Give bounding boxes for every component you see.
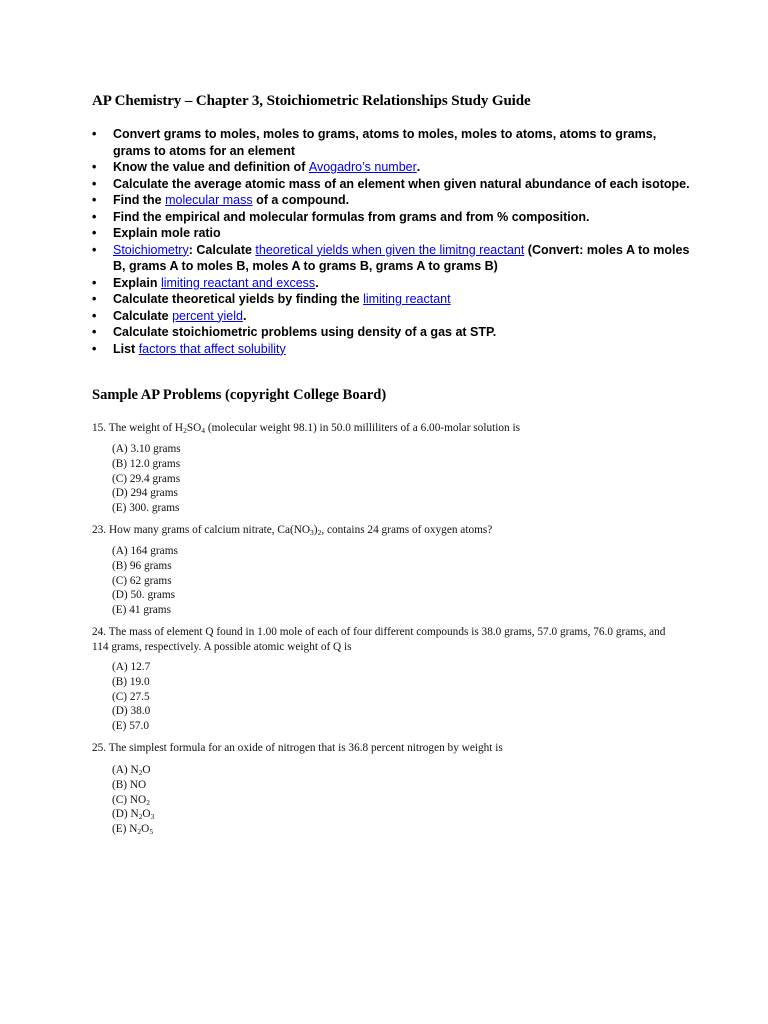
bullet: • bbox=[92, 275, 97, 290]
bullet: • bbox=[92, 292, 97, 306]
bullet: • bbox=[92, 325, 97, 339]
option: (D) 294 grams bbox=[112, 487, 178, 500]
stoichiometry-link[interactable]: Stoichiometry bbox=[113, 242, 189, 257]
option: (B) 96 grams bbox=[112, 559, 172, 572]
list-item bbox=[92, 242, 692, 275]
item-text: Calculate bbox=[113, 308, 173, 323]
item-text: . bbox=[315, 275, 319, 290]
option: (E) 41 grams bbox=[112, 604, 171, 617]
bullet: • bbox=[92, 242, 97, 257]
list-item bbox=[92, 176, 692, 193]
bullet: • bbox=[92, 226, 97, 240]
question-24: 24. The mass of element Q found in 1.00 mole of each of four different compounds is 38.0 grams, 57.0 grams, 76.0 grams, and 114 grams, respectively. A possible atomic weight of Q is bbox=[92, 626, 666, 653]
sample-problems-heading: Sample AP Problems (copyright College Board) bbox=[92, 387, 387, 403]
list-item bbox=[92, 324, 692, 341]
option-text: O bbox=[141, 823, 150, 836]
subscript: 2 bbox=[317, 528, 322, 537]
option bbox=[112, 793, 154, 808]
page-title: AP Chemistry – Chapter 3, Stoichiometric Relationships Study Guide bbox=[92, 93, 531, 109]
limiting-reactant-excess-link[interactable]: limiting reactant and excess bbox=[160, 275, 316, 290]
subscript: 3 bbox=[150, 812, 155, 822]
question-text: ) bbox=[313, 524, 318, 536]
option: (D) 38.0 bbox=[112, 705, 151, 718]
option: (A) 164 grams bbox=[112, 545, 178, 557]
question-text: , contains 24 grams of oxygen atoms? bbox=[321, 524, 493, 536]
list-item bbox=[92, 159, 692, 176]
option: (E) 300. grams bbox=[112, 502, 180, 515]
option-text: O bbox=[142, 764, 151, 776]
list-item bbox=[92, 209, 692, 226]
list-item bbox=[92, 291, 692, 308]
question-15 bbox=[92, 421, 682, 436]
options-24 bbox=[112, 660, 150, 734]
bullet: • bbox=[92, 193, 97, 207]
item-text: Calculate stoichiometric problems using density of a gas at STP. bbox=[113, 325, 497, 339]
theoretical-yields-link[interactable]: theoretical yields when given the limitng reactant bbox=[255, 242, 525, 257]
bullet: • bbox=[92, 341, 97, 356]
item-text: Calculate theoretical yields by finding the bbox=[113, 292, 364, 306]
subscript: 2 bbox=[183, 426, 187, 435]
option: (E) 57.0 bbox=[112, 720, 150, 733]
option: (D) 50. grams bbox=[112, 589, 176, 602]
option: (C) 62 grams bbox=[112, 574, 172, 587]
subscript: 5 bbox=[149, 827, 154, 837]
option-text: (D) N bbox=[112, 808, 139, 821]
option bbox=[112, 822, 154, 837]
item-text: . bbox=[242, 308, 247, 323]
bullet: • bbox=[92, 160, 97, 174]
subscript: 2 bbox=[138, 812, 143, 822]
subscript: 4 bbox=[201, 426, 206, 435]
item-text: Find the empirical and molecular formulas from grams and from % composition. bbox=[113, 209, 590, 224]
bullet: • bbox=[92, 127, 97, 141]
option-text: (A) N bbox=[112, 764, 139, 776]
solubility-factors-link[interactable]: factors that affect solubility bbox=[138, 341, 286, 356]
subscript: 2 bbox=[137, 827, 142, 837]
list-item bbox=[92, 126, 692, 159]
list-item bbox=[92, 341, 692, 358]
options-25 bbox=[112, 763, 154, 837]
question-text: 23. How many grams of calcium nitrate, Ca(NO bbox=[92, 524, 311, 536]
question-text: 15. The weight of H bbox=[92, 422, 184, 434]
item-text: Explain bbox=[113, 275, 161, 290]
option bbox=[112, 763, 154, 778]
question-text: (molecular weight 98.1) in 50.0 milliliters of a 6.00-molar solution is bbox=[205, 422, 521, 434]
options-23 bbox=[112, 544, 178, 618]
item-text: Find the bbox=[113, 193, 166, 207]
option: (B) 19.0 bbox=[112, 675, 150, 688]
study-guide-list bbox=[92, 126, 692, 357]
item-text: of a compound. bbox=[252, 193, 350, 207]
item-text: Explain mole ratio bbox=[113, 226, 221, 240]
option: (C) 29.4 grams bbox=[112, 472, 181, 485]
options-15 bbox=[112, 442, 181, 516]
avogadro-link[interactable]: Avogadro’s number bbox=[308, 160, 417, 174]
bullet: • bbox=[92, 209, 97, 224]
limiting-reactant-link[interactable]: limiting reactant bbox=[363, 292, 451, 306]
list-item bbox=[92, 275, 692, 292]
option: (C) 27.5 bbox=[112, 690, 150, 703]
bullet: • bbox=[92, 308, 97, 323]
option bbox=[112, 807, 154, 822]
option-text: O bbox=[142, 808, 151, 821]
item-text: (Convert: moles A to moles B, grams A to moles B, moles A to grams B, grams A to grams B) bbox=[113, 242, 690, 273]
item-text: Know the value and definition of bbox=[113, 160, 309, 174]
percent-yield-link[interactable]: percent yield bbox=[172, 308, 243, 323]
subscript: 2 bbox=[138, 768, 143, 777]
item-text: : Calculate bbox=[188, 242, 256, 257]
subscript: 2 bbox=[146, 797, 150, 807]
item-text: . bbox=[416, 160, 421, 174]
question-25: 25. The simplest formula for an oxide of nitrogen that is 36.8 percent nitrogen by weight is bbox=[92, 742, 503, 754]
bullet: • bbox=[92, 176, 97, 191]
option: (B) NO bbox=[112, 778, 147, 791]
item-text: List bbox=[113, 341, 139, 356]
option: (B) 12.0 grams bbox=[112, 457, 181, 470]
list-item bbox=[92, 225, 692, 242]
item-text: Calculate the average atomic mass of an element when given natural abundance of each isotope. bbox=[113, 176, 690, 191]
question-text: SO bbox=[186, 422, 202, 434]
option: (A) 12.7 bbox=[112, 661, 151, 673]
molecular-mass-link[interactable]: molecular mass bbox=[165, 193, 253, 207]
subscript: 3 bbox=[310, 528, 314, 537]
option-text: (E) N bbox=[112, 823, 138, 836]
list-item bbox=[92, 308, 692, 325]
question-23 bbox=[92, 523, 682, 538]
option: (A) 3.10 grams bbox=[112, 443, 181, 455]
option-text: (C) NO bbox=[112, 793, 147, 806]
item-text: Convert grams to moles, moles to grams, atoms to moles, moles to atoms, atoms to grams, grams to atoms for an element bbox=[113, 127, 657, 158]
list-item bbox=[92, 192, 692, 209]
